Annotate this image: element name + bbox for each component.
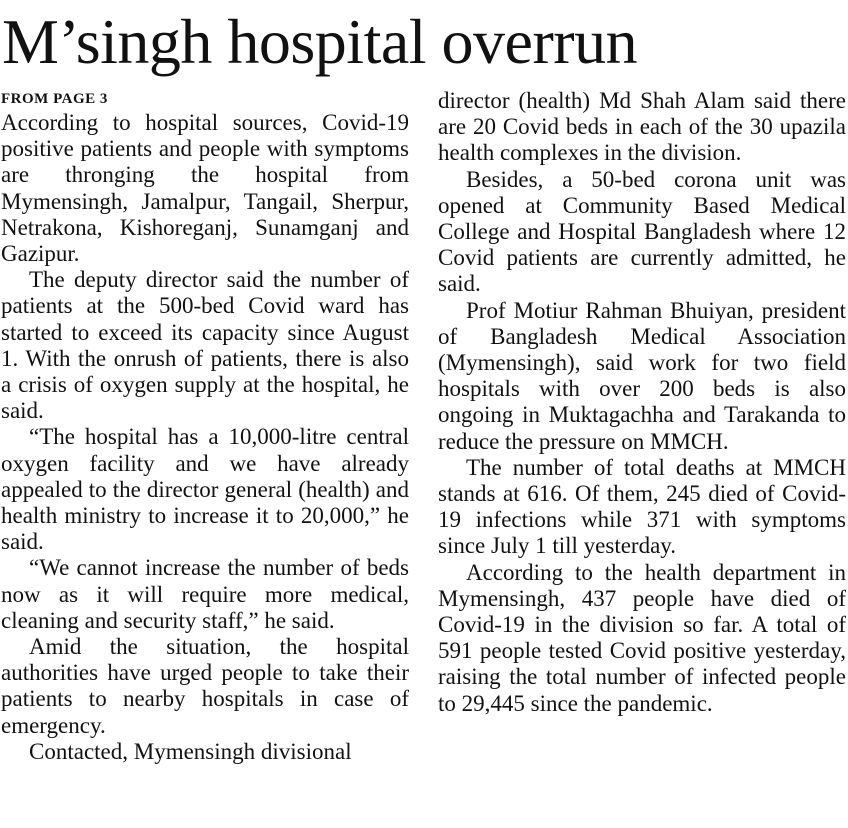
- paragraph: Contacted, Mymensingh divisional: [29, 738, 352, 764]
- jump-line: FROM PAGE 3: [1, 91, 108, 107]
- paragraph: According to the health department in Mymensingh, 437 people have died of Covid-19 in the division so far. A total of 591 people tested Covid positive yesterday, raising the total number of infected people to 29,445 since the pandemic.: [438, 559, 846, 716]
- headline: M’singh hospital overrun: [2, 6, 638, 77]
- paragraph: Amid the situation, the hospital authorities have urged people to take their patients to nearby hospitals in case of emergency.: [1, 634, 409, 738]
- right-column: [438, 88, 846, 717]
- paragraph: The number of total deaths at MMCH stands at 616. Of them, 245 died of Covid-19 infections while 371 with symptoms since July 1 till yesterday.: [438, 454, 846, 559]
- paragraph: director (health) Md Shah Alam said there are 20 Covid beds in each of the 30 upazila health complexes in the division.: [438, 88, 846, 166]
- paragraph: The deputy director said the number of patients at the 500-bed Covid ward has started to exceed its capacity since August 1. With the onrush of patients, there is also a crisis of oxygen supply at the hospital, he said.: [1, 267, 409, 424]
- left-column: [1, 88, 409, 765]
- paragraph: “The hospital has a 10,000-litre central oxygen facility and we have already appealed to the director general (health) and health ministry to increase it to 20,000,” he said.: [1, 424, 409, 555]
- paragraph: According to hospital sources, Covid-19 positive patients and people with symptoms are thronging the hospital from Mymensingh, Jamalpur, Tangail, Sherpur, Netrakona, Kishoreganj, Sunamganj and Gazipur.: [1, 110, 409, 267]
- paragraph: Prof Motiur Rahman Bhuiyan, president of Bangladesh Medical Association (Mymensingh), said work for two field hospitals with over 200 beds is also ongoing in Muktagachha and Tarakanda to reduce the pressure on MMCH.: [438, 297, 846, 454]
- paragraph: “We cannot increase the number of beds now as it will require more medical, cleaning and security staff,” he said.: [1, 555, 409, 633]
- paragraph: Besides, a 50-bed corona unit was opened at Community Based Medical College and Hospital Bangladesh where 12 Covid patients are currently admitted, he said.: [438, 166, 846, 297]
